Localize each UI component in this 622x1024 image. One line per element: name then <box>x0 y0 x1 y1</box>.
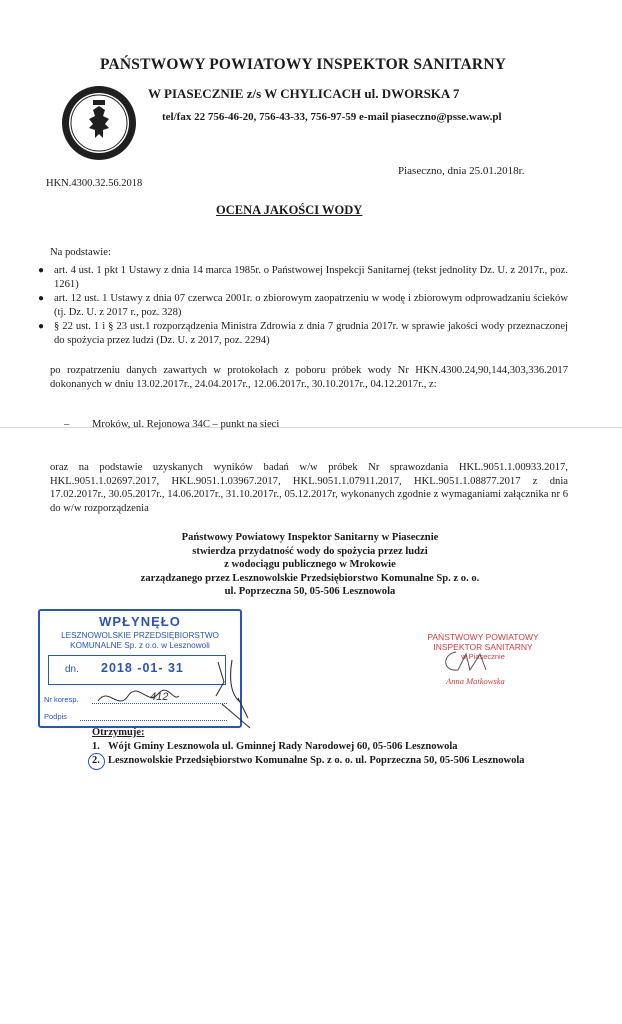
recipient-item: Wójt Gminy Lesznowola ul. Gminnej Rady Narodowej 60, 05-506 Lesznowola <box>108 741 458 752</box>
handwritten-mark-icon <box>210 652 260 732</box>
header-contact: tel/fax 22 756-46-20, 756-43-33, 756-97-59 e-mail piaseczno@psse.waw.pl <box>162 111 502 123</box>
bullet-icon: ● <box>38 293 45 304</box>
conclusion-line: zarządzanego przez Lesznowolskie Przedsiębiorstwo Komunalne Sp. z o. o. <box>140 572 480 584</box>
sampling-point: Mroków, ul. Rejonowa 34C – punkt na sieci <box>92 419 280 430</box>
inspector-stamp-line: INSPEKTOR SANITARNY <box>433 642 533 652</box>
inspector-name: Anna Matkowska <box>446 676 505 686</box>
stamp-korespondencja-value: 412 <box>150 691 169 703</box>
stamp-signature-label: Podpis <box>44 712 67 721</box>
intro-text: Na podstawie: <box>50 247 111 258</box>
stamp-korespondencja-label: Nr koresp. <box>44 695 79 704</box>
recipient-number: 1. <box>92 741 100 752</box>
legal-basis-item: § 22 ust. 1 i § 23 ust.1 rozporządzenia Ministra Zdrowia z dnia 7 grudnia 2017r. w sprawie jakości wody przeznaczonej do spożycia przez ludzi (Dz. U. z 2017, poz. 2294) <box>54 321 568 346</box>
results-paragraph: oraz na podstawie uzyskanych wyników badań w/w próbek Nr sprawozdania HKL.9051.1.00933.2017, HKL.9051.1.02697.2017, HKL.9051.1.03967.2017, HKL.9051.1.07911.2017, HKL.9051.1.08877.2017 z dnia 17.02.2017r., 30.05.2017r., 14.06.2017r., 31.10.2017r., 05.12.2017r, wykonanych zgodnie z wymaganiami załącznika nr 6 do w/w rozporządzenia <box>50 462 568 514</box>
dash-icon: – <box>64 419 70 430</box>
stamp-org-line: KOMUNALNE Sp. z o.o. w Lesznowoli <box>70 641 210 650</box>
recipient-item: Lesznowolskie Przedsiębiorstwo Komunalne Sp. z o. o. ul. Poprzeczna 50, 05-506 Lesznowola <box>108 755 525 766</box>
header-title: PAŃSTWOWY POWIATOWY INSPEKTOR SANITARNY <box>100 56 507 73</box>
document-heading: OCENA JAKOŚCI WODY <box>216 203 363 217</box>
state-seal-icon <box>60 84 138 162</box>
place-date: Piaseczno, dnia 25.01.2018r. <box>398 165 525 177</box>
stamp-title: WPŁYNĘŁO <box>99 614 181 629</box>
conclusion-line: Państwowy Powiatowy Inspektor Sanitarny w Piasecznie <box>181 532 439 543</box>
signature-scribble-icon <box>93 676 183 716</box>
inspector-stamp-line: w Piasecznie <box>461 652 505 661</box>
recipients-label: Otrzymuje: <box>92 727 145 738</box>
header-address: W PIASECZNIE z/s W CHYLICACH ul. DWORSKA 7 <box>148 86 460 101</box>
inspector-stamp-line: PAŃSTWOWY POWIATOWY <box>427 632 539 642</box>
bullet-icon: ● <box>38 265 45 276</box>
conclusion-line: z wodociągu publicznego w Mrokowie <box>224 559 396 570</box>
stamp-org-line: LESZNOWOLSKIE PRZEDSIĘBIORSTWO <box>61 631 219 640</box>
conclusion-block <box>100 531 520 599</box>
stamp-date-label: dn. <box>65 664 79 675</box>
stamp-signature-line <box>80 720 227 721</box>
recipient-number: 2. <box>92 755 100 766</box>
conclusion-line: ul. Poprzeczna 50, 05-506 Lesznowola <box>224 586 396 597</box>
reference-number: HKN.4300.32.56.2018 <box>46 178 143 189</box>
stamp-organization <box>40 631 240 651</box>
legal-basis-item: art. 4 ust. 1 pkt 1 Ustawy z dnia 14 marca 1985r. o Państwowej Inspekcji Sanitarnej (tekst jednolity Dz. U. z 2017r., poz. 1261) <box>54 265 568 290</box>
conclusion-line: stwierdza przydatność wody do spożycia przez ludzi <box>192 545 428 557</box>
stamp-date: 2018 -01- 31 <box>101 661 184 675</box>
inspector-signature-icon <box>436 646 496 676</box>
protocol-paragraph: po rozpatrzeniu danych zawartych w protokołach z poboru próbek wody Nr HKN.4300.24,90,144,303,336.2017 dokonanych w dniu 13.02.2017r., 24.04.2017r., 12.06.2017r., 30.10.2017r., 04.12.2017r., z: <box>50 365 568 390</box>
legal-basis-item: art. 12 ust. 1 Ustawy z dnia 07 czerwca 2001r. o zbiorowym zaopatrzeniu w wodę i zbiorowym odprowadzaniu ścieków (tj. Dz. U. z 2017 r., poz. 328) <box>54 293 568 318</box>
bullet-icon: ● <box>38 321 45 332</box>
